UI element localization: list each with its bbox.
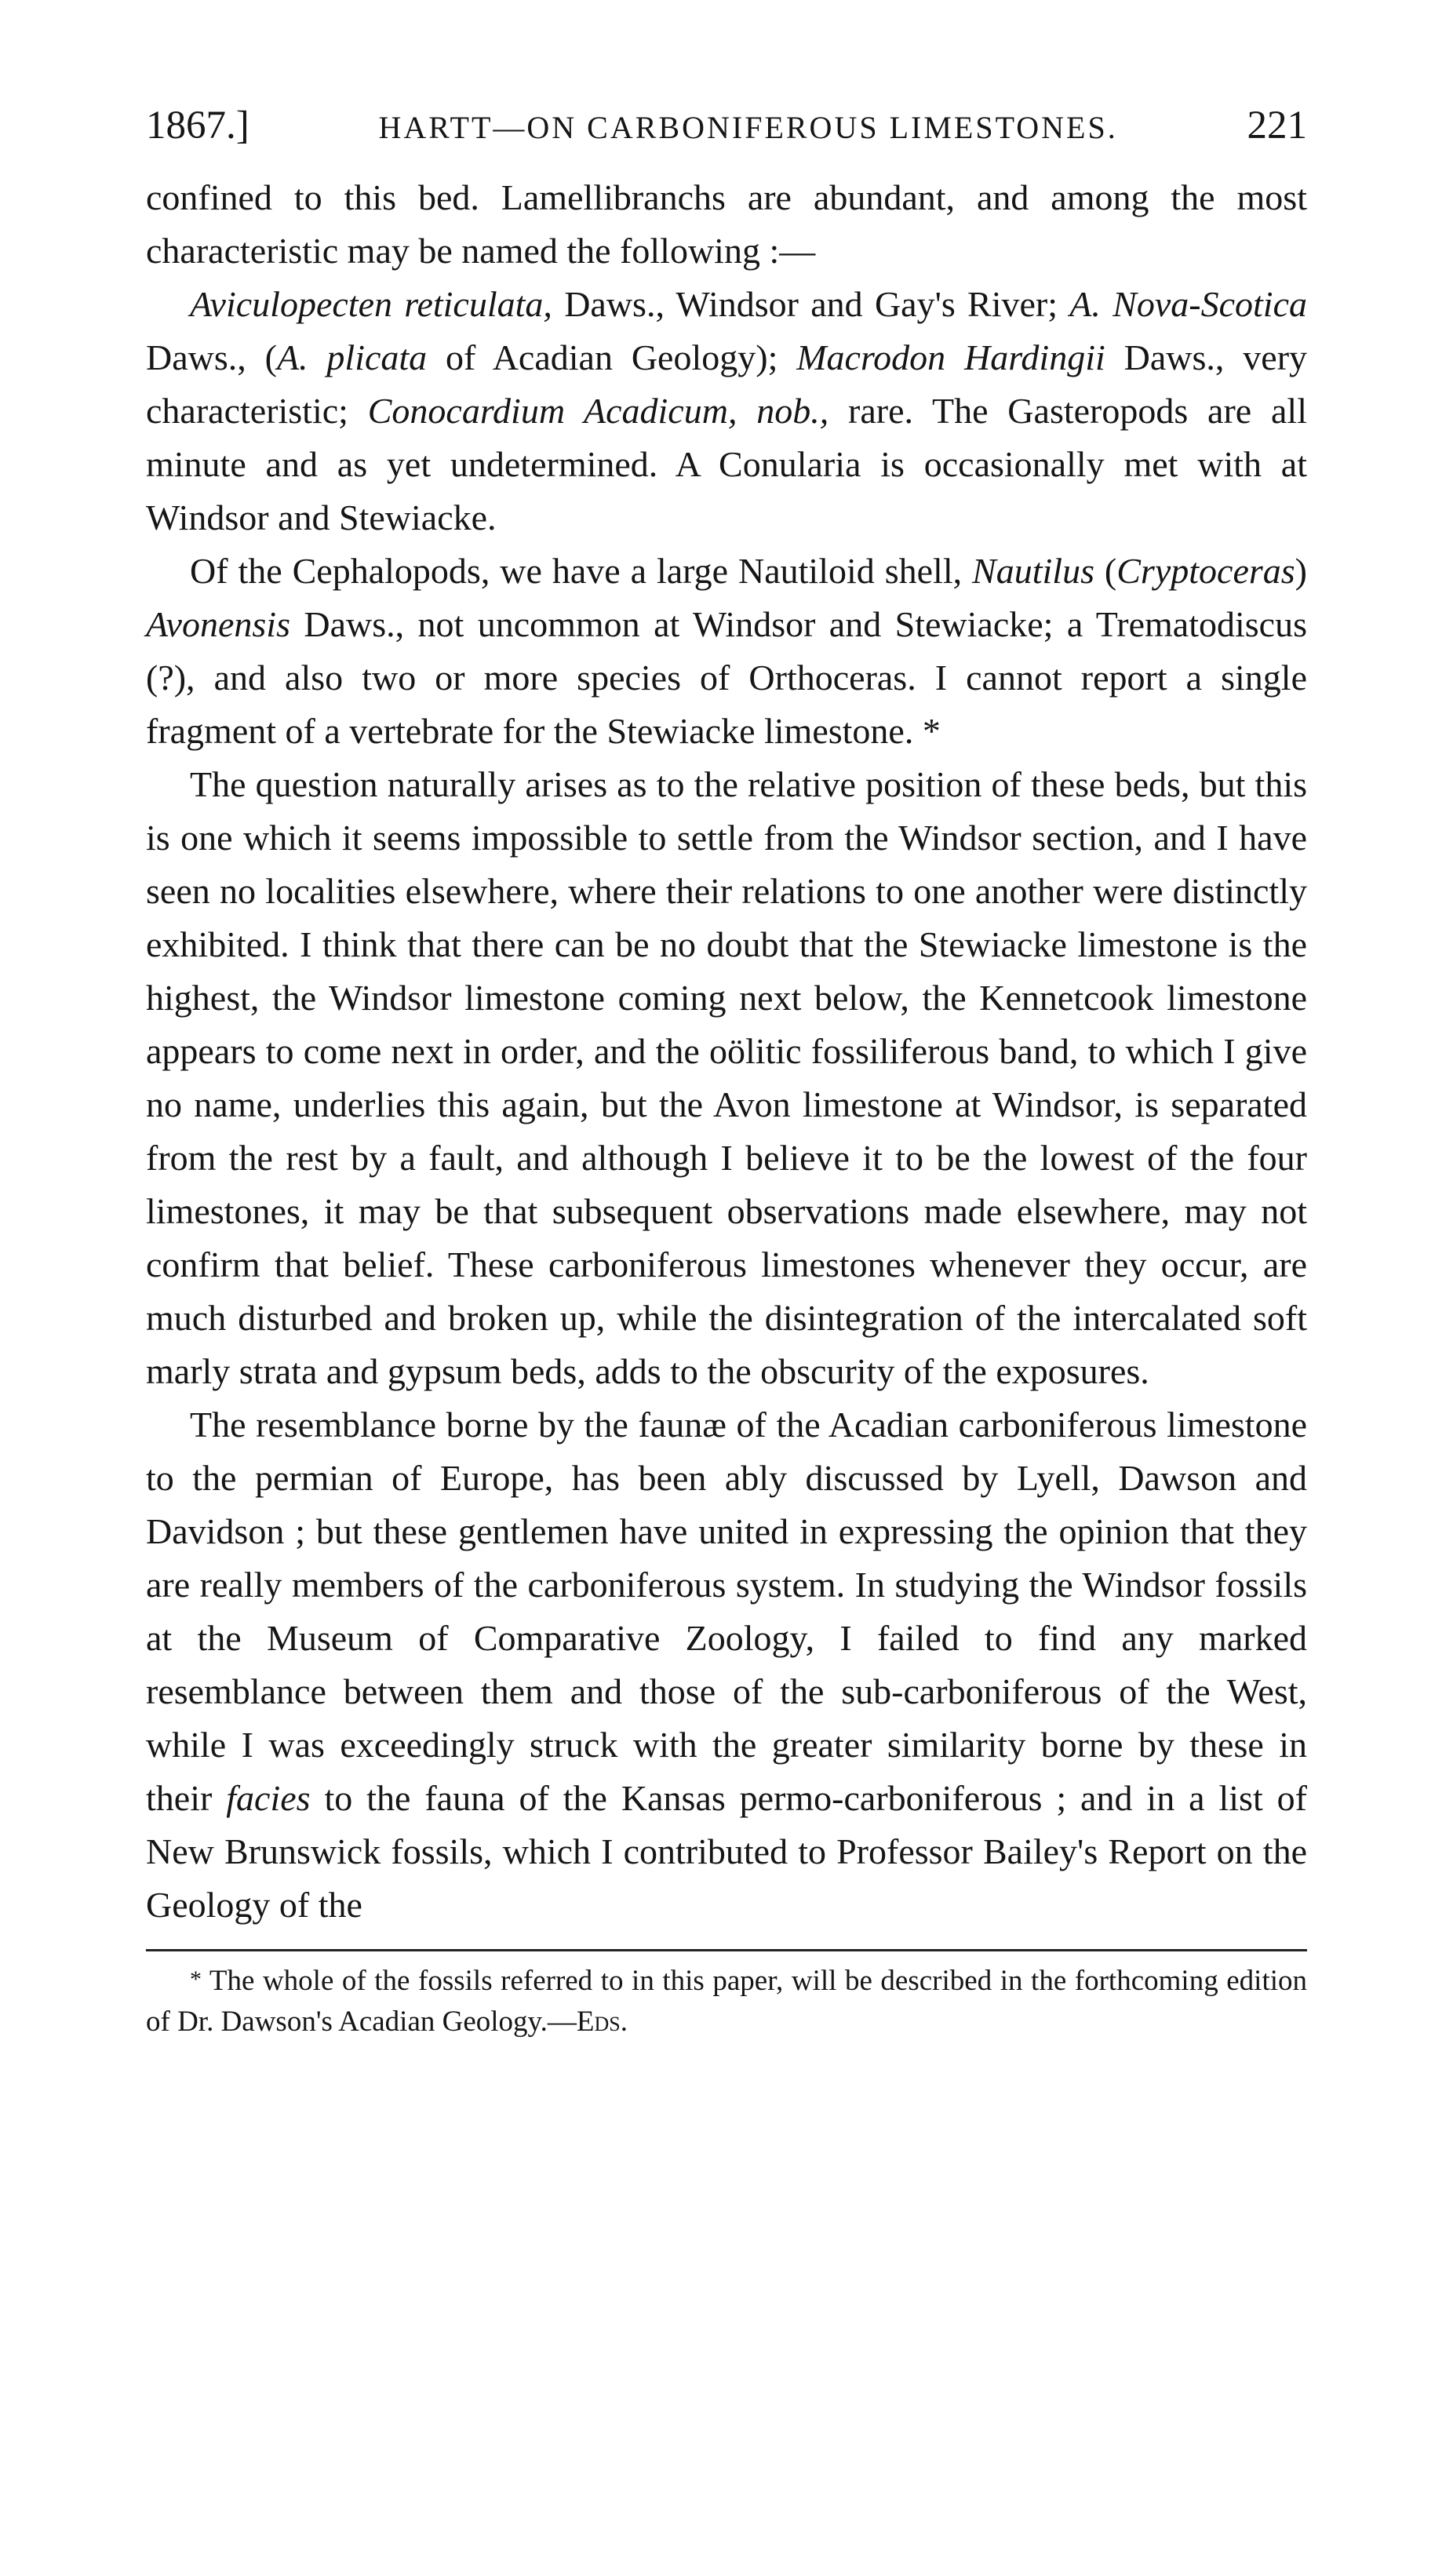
text-run: ( [1094,551,1117,591]
text-run: to the fauna of the Kansas permo-carboniferous ; and in a list of New Brunswick fossils, which I contributed to Professor Bailey's Report on the Geology of the [146,1778,1308,1925]
footnote-body: The whole of the fossils referred to in this paper, will be described in the forthcoming edition of Dr. Dawson's Acadian Geology.— [146,1965,1307,2038]
text-run: Daws., Windsor and Gay's River; [552,284,1070,324]
taxon-nautilus: Nautilus [972,551,1094,591]
text-run: rare. The Gasteropods are all minute and as yet undetermined. A Conularia is occasionally met with at Windsor and Stewiacke. [146,391,1307,537]
paragraph-5 [146,1398,1307,1932]
taxon-aviculopecten: Aviculopecten reticulata, [190,284,552,324]
footnote-text [146,1959,1307,2042]
body-text [146,171,1307,1932]
footnote [146,1949,1307,2042]
text-run: Daws., ( [146,337,277,377]
page [146,94,1307,2042]
paragraph-1: confined to this bed. Lamellibranchs are abundant, and among the most characteristic may be named the following :— [146,177,1307,271]
paragraph-3 [146,545,1307,758]
header-year: 1867.] [146,104,249,148]
paragraph-2 [146,278,1307,545]
page-number: 221 [1247,104,1307,148]
text-run: Of the Cephalopods, we have a large Nautiloid shell, [190,551,973,591]
italic-facies: facies [226,1778,311,1818]
taxon-conocardium: Conocardium Acadicum, nob., [367,391,829,431]
footnote-mark: * [190,1966,202,1992]
taxon-nova-scotica: A. Nova-Scotica [1069,284,1307,324]
running-title: HARTT—ON CARBONIFEROUS LIMESTONES. [378,110,1118,145]
text-run: The resemblance borne by the faunæ of the Acadian carboniferous limestone to the permian of Europe, has been ably discussed by Lyell, Dawson and Davidson ; but these gentlemen have united in expressing the opinion that they are really members of the carboniferous system. In studying the Windsor fossils at the Museum of Comparative Zoology, I failed to find any marked resemblance between them and those of the sub-carboniferous of the West, while I was exceedingly struck with the greater similarity borne by these in their [146,1405,1307,1818]
taxon-plicata: A. plicata [276,337,428,377]
taxon-avonensis: Avonensis [146,604,290,644]
page-header [146,94,1307,157]
text-run: ) [1295,551,1307,591]
footnote-signature: Eds. [576,2006,628,2038]
paragraph-4: The question naturally arises as to the relative position of these beds, but this is one which it seems impossible to settle from the Windsor section, and I have seen no localities elsewhere, where their relations to one another were distinctly exhibited. I think that there can be no doubt that the Stewiacke limestone is the highest, the Windsor limestone coming next below, the Kennetcook limestone appears to come next in order, and the oölitic fossiliferous band, to which I give no name, underlies this again, but the Avon limestone at Windsor, is separated from the rest by a fault, and although I believe it to be the lowest of the four limestones, it may be that subsequent observations made elsewhere, may not confirm that belief. These carboniferous limestones whenever they occur, are much disturbed and broken up, while the disintegration of the intercalated soft marly strata and gypsum beds, adds to the obscurity of the exposures. [146,764,1307,1391]
text-run: Daws., not uncommon at Windsor and Stewiacke; a Trematodiscus (?), and also two or more species of Orthoceras. I cannot report a single fragment of a vertebrate for the Stewiacke limestone. * [146,604,1307,751]
text-run: Daws., very characteristic; [146,337,1308,431]
text-run: of Acadian Geology); [427,337,797,377]
taxon-cryptoceras: Cryptoceras [1116,551,1295,591]
taxon-macrodon: Macrodon Hardingii [796,337,1105,377]
